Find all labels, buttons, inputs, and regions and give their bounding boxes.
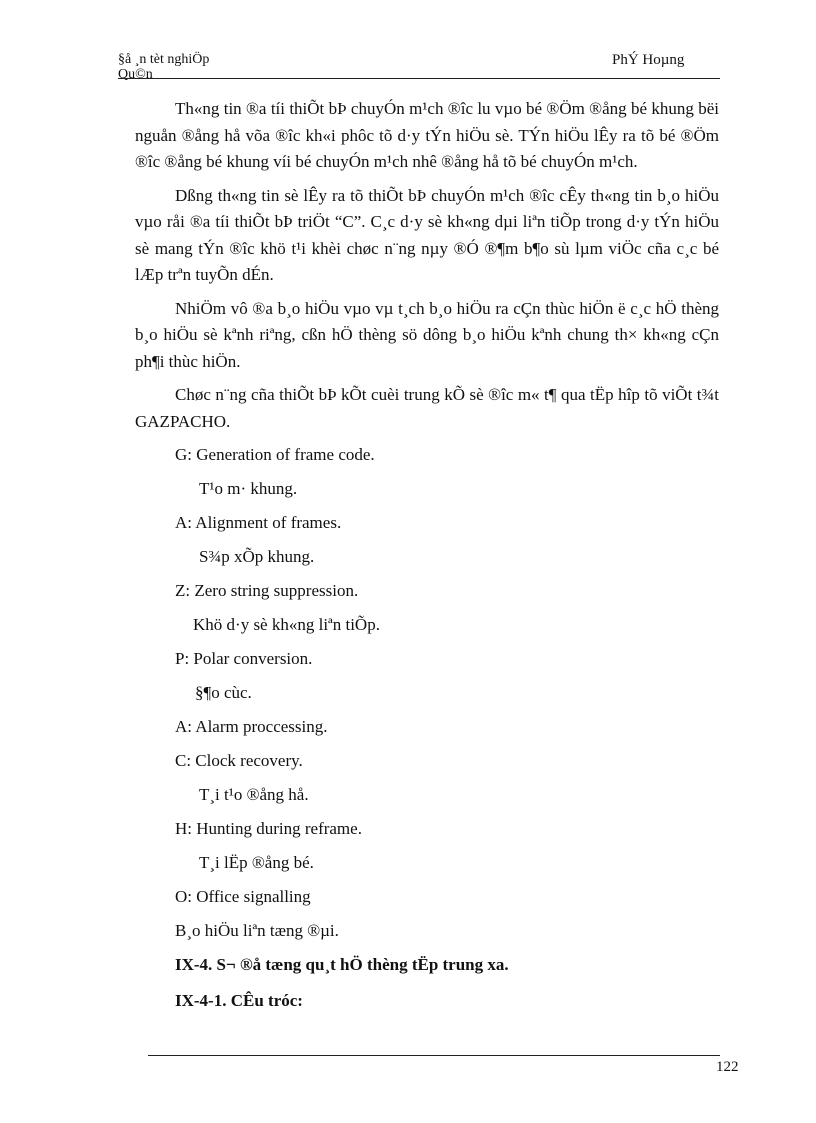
footer-rule [148, 1055, 720, 1056]
gazpacho-meaning: §¶o cùc. [195, 683, 252, 702]
gazpacho-term: A: Alarm proccessing. [175, 717, 328, 736]
gazpacho-term: H: Hunting during reframe. [175, 819, 362, 838]
gazpacho-term: A: Alignment of frames. [175, 513, 342, 532]
gazpacho-term: P: Polar conversion. [175, 649, 313, 668]
section-heading: IX-4. S¬ ®å tæng qu¸t hÖ thèng tËp trung xa. [175, 955, 509, 974]
running-header-author: PhÝ Hoµng [612, 52, 685, 68]
gazpacho-meaning: T¸i t¹o ®ång hå. [199, 785, 309, 804]
header-title-line2: Qu©n [118, 67, 153, 82]
gazpacho-meaning: Khö d·y sè kh«ng liªn tiÕp. [193, 615, 380, 634]
gazpacho-term: O: Office signalling [175, 887, 311, 906]
page-number: 122 [716, 1059, 739, 1075]
header-title-line1: §å ¸n tèt nghiÖp [118, 52, 210, 67]
gazpacho-meaning: B¸o hiÖu liªn tæng ®µi. [175, 921, 339, 940]
gazpacho-term: G: Generation of frame code. [175, 445, 375, 464]
header-rule [118, 78, 720, 79]
gazpacho-meaning: T¸i lËp ®ång bé. [199, 853, 314, 872]
paragraph: NhiÖm vô ®a b¸o hiÖu vµo vµ t¸ch b¸o hiÖu ra cÇn thùc hiÖn ë c¸c hÖ thèng b¸o hiÖu sè kªnh riªng, cßn hÖ thèng sö dông b¸o hiÖu kªnh chung th× kh«ng cÇn ph¶i thùc hiÖn. [135, 298, 719, 371]
gazpacho-term: Z: Zero string suppression. [175, 581, 359, 600]
page-body [135, 96, 719, 1024]
gazpacho-meaning: T¹o m· khung. [199, 479, 298, 498]
paragraph: Th«ng tin ®a tíi thiÕt bÞ chuyÓn m¹ch ®îc lu vµo bé ®Öm ®ång bé khung bëi nguån ®ång hå võa ®îc kh«i phôc tõ d·y tÝn hiÖu sè. TÝn hiÖu lÊy ra tõ bé ®Öm ®îc ®ång bé khung víi bé chuyÓn m¹ch nhê ®ång hå tõ bé chuyÓn m¹ch. [135, 99, 719, 171]
gazpacho-meaning: S¾p xÕp khung. [199, 547, 315, 566]
paragraph: Chøc n¨ng cña thiÕt bÞ kÕt cuèi trung kÕ sè ®îc m« t¶ qua tËp hîp tõ viÕt t¾t GAZPACHO. [135, 385, 719, 431]
gazpacho-term: C: Clock recovery. [175, 751, 303, 770]
paragraph: Dßng th«ng tin sè lÊy ra tõ thiÕt bÞ chuyÓn m¹ch ®îc cÊy th«ng tin b¸o hiÖu vµo råi ®a tíi thiÕt bÞ triÖt “C”. C¸c d·y sè kh«ng dµi liªn tiÕp trong d·y tÝn hiÖu sè mang tÝn ®îc khö t¹i khèi chøc n¨ng nµy ®Ó ®¶m b¶o sù lµm viÖc cña c¸c bé lÆp trªn tuyÕn dÉn. [135, 185, 719, 284]
subsection-heading: IX-4-1. CÊu tróc: [175, 991, 303, 1010]
